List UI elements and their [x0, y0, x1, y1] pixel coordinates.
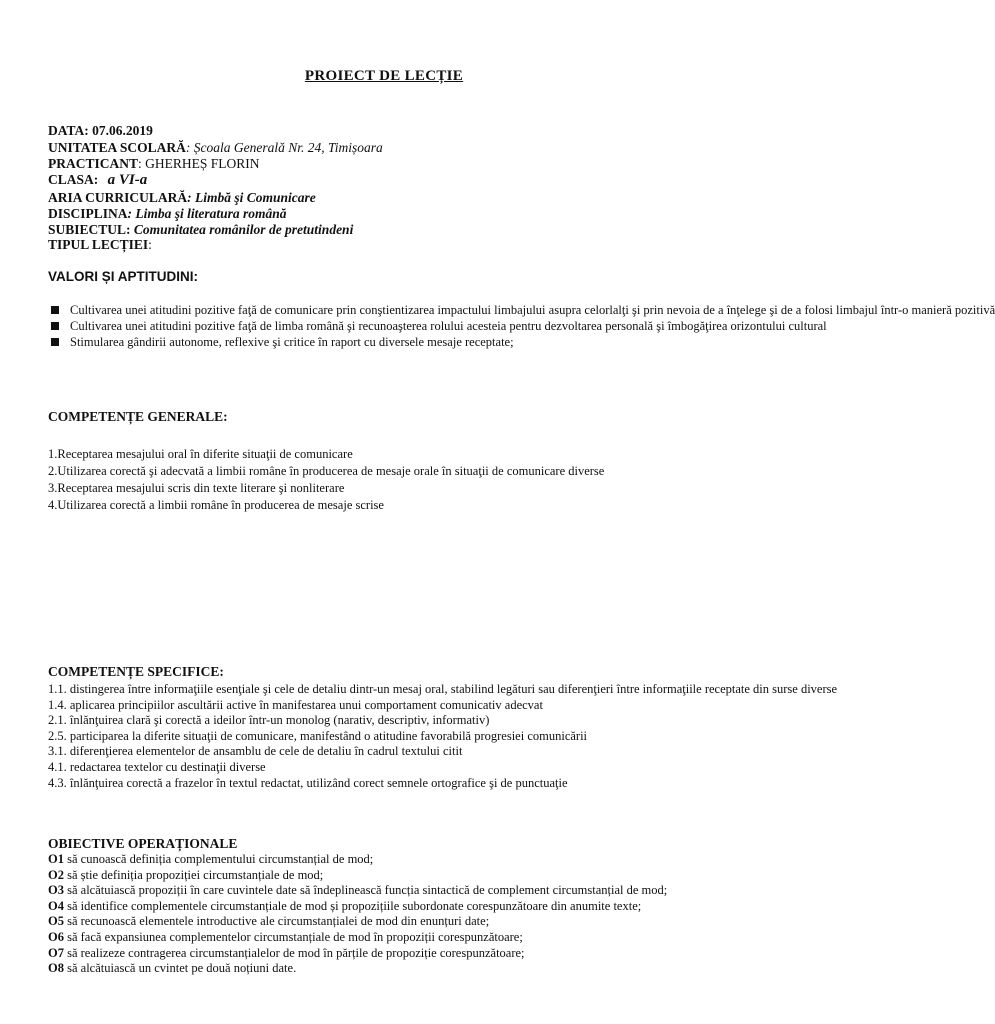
specific-heading: COMPETENȚE SPECIFICE: — [48, 664, 224, 679]
school-value: : Școala Generală Nr. 24, Timișoara — [185, 140, 383, 155]
specific-list — [48, 682, 838, 791]
objective-item — [48, 868, 720, 884]
discipline-label: DISCIPLINA — [48, 206, 128, 221]
objective-code: O5 — [48, 914, 64, 929]
bullet-square-icon — [51, 338, 59, 346]
objective-code: O7 — [48, 945, 64, 960]
list-item: 1.Receptarea mesajului oral în diferite situaţii de comunicare — [48, 447, 353, 461]
meta-subject — [48, 222, 353, 238]
meta-practitioner — [48, 156, 260, 172]
objective-item — [48, 899, 720, 915]
practitioner-value: : GHERHEȘ FLORIN — [138, 156, 260, 171]
list-item: 1.4. aplicarea principiilor ascultării active în manifestarea unui comportament comunicativ adecvat — [48, 697, 543, 712]
list-item: 3.Receptarea mesajului scris din texte literare şi nonliterare — [48, 481, 345, 495]
page-title: PROIECT DE LECȚIE — [304, 68, 464, 84]
area-label: ARIA CURRICULARĂ — [48, 190, 188, 205]
class-value: a VI-a — [107, 172, 148, 188]
objective-text: să facă expansiunea complementelor circumstanțiale de mod în propoziții corespunzătoare; — [63, 929, 523, 944]
objective-code: O2 — [48, 867, 64, 882]
meta-date — [48, 123, 153, 139]
list-item: 3.1. diferenţierea elementelor de ansamblu de cele de detaliu în cadrul textului citit — [48, 744, 463, 759]
practitioner-label: PRACTICANT — [48, 156, 139, 171]
objective-item — [48, 946, 720, 962]
area-value: : Limbă şi Comunicare — [187, 190, 316, 205]
school-label: UNITATEA SCOLARĂ — [48, 140, 186, 155]
list-item: 2.5. participarea la diferite situaţii de comunicare, manifestând o atitudine favorabilă progresiei comunicării — [48, 728, 588, 743]
list-item: 2.1. înlănţuirea clară şi corectă a ideilor într-un monolog (narativ, descriptiv, informativ) — [48, 713, 490, 728]
list-item: 4.Utilizarea corectă a limbii române în producerea de mesaje scrise — [48, 498, 384, 512]
meta-lesson-type — [48, 237, 152, 253]
objective-item — [48, 914, 720, 930]
bullet-square-icon — [51, 306, 59, 314]
values-item: Cultivarea unei atitudini pozitive faţă de comunicare prin conştientizarea impactului limbajului asupra celorlalţi şi prin nevoia de a înţelege şi de a folosi limbajul într-o manieră pozitivă — [70, 302, 720, 318]
general-list — [48, 446, 720, 514]
discipline-value: : Limba şi literatura română — [127, 206, 287, 221]
objective-code: O3 — [48, 883, 64, 898]
objective-item — [48, 930, 720, 946]
objective-item — [48, 883, 720, 899]
meta-discipline — [48, 206, 287, 222]
bullet-square-icon — [51, 322, 59, 330]
objective-text: să cunoască definiția complementului circumstanțial de mod; — [63, 852, 374, 866]
objective-text: să identifice complementele circumstanțiale de mod și propozițiile subordonate corespunzătoare din anumite texte; — [63, 898, 642, 913]
list-item: 1.1. distingerea între informaţiile esenţiale şi cele de detaliu dintr-un mesaj oral, stabilind legături sau diferenţieri între informaţiile receptate din surse diverse — [48, 682, 838, 696]
objective-code: O8 — [48, 961, 64, 976]
meta-class — [48, 172, 147, 189]
subject-value: Comunitatea românilor de pretutindeni — [133, 222, 354, 237]
values-heading: VALORI ȘI APTITUDINI: — [48, 269, 198, 284]
list-item: 4.1. redactarea textelor cu destinaţii diverse — [48, 759, 266, 774]
objective-text: să alcătuiască propoziții în care cuvintele date să îndeplinească funcția sintactică de complement circumstanțial de mod; — [63, 883, 668, 898]
objective-text: să recunoască elementele introductive ale circumstanțialei de mod din enunțuri date; — [63, 914, 490, 929]
class-label: CLASA: — [48, 172, 99, 187]
objective-text: să alcătuiască un cvintet pe două noțiuni date. — [63, 961, 297, 976]
objective-item — [48, 852, 720, 868]
date-label: DATA: — [48, 123, 89, 138]
objective-text: să realizeze contragerea circumstanțialelor de mod în părțile de propoziție corespunzătoare; — [63, 945, 525, 960]
meta-school — [48, 140, 383, 156]
objectives-list — [48, 852, 720, 977]
objective-code: O6 — [48, 929, 64, 944]
lesson-type-label: TIPUL LECȚIEI — [48, 237, 149, 252]
general-heading: COMPETENȚE GENERALE: — [48, 409, 228, 424]
objective-item — [48, 961, 720, 977]
values-item: Stimularea gândirii autonome, reflexive şi critice în raport cu diversele mesaje receptate; — [70, 334, 720, 350]
objectives-heading: OBIECTIVE OPERAȚIONALE — [48, 836, 238, 851]
date-value: 07.06.2019 — [92, 123, 153, 138]
values-list — [70, 302, 995, 350]
objective-code: O4 — [48, 898, 64, 913]
list-item: 4.3. înlănţuirea corectă a frazelor în textul redactat, utilizând corect semnele ortografice şi de punctuaţie — [48, 775, 568, 790]
subject-label: SUBIECTUL: — [48, 222, 131, 237]
lesson-type-value: : — [148, 237, 152, 252]
objective-text: să știe definiția propoziției circumstanțiale de mod; — [63, 867, 324, 882]
list-item: 2.Utilizarea corectă şi adecvată a limbii române în producerea de mesaje orale în situaţii de comunicare diverse — [48, 464, 605, 478]
objective-code: O1 — [48, 852, 64, 866]
meta-area — [48, 190, 316, 206]
values-item: Cultivarea unei atitudini pozitive faţă de limba română şi recunoaşterea rolului acesteia pentru dezvoltarea personală şi îmbogăţirea orizontului cultural — [70, 318, 720, 334]
